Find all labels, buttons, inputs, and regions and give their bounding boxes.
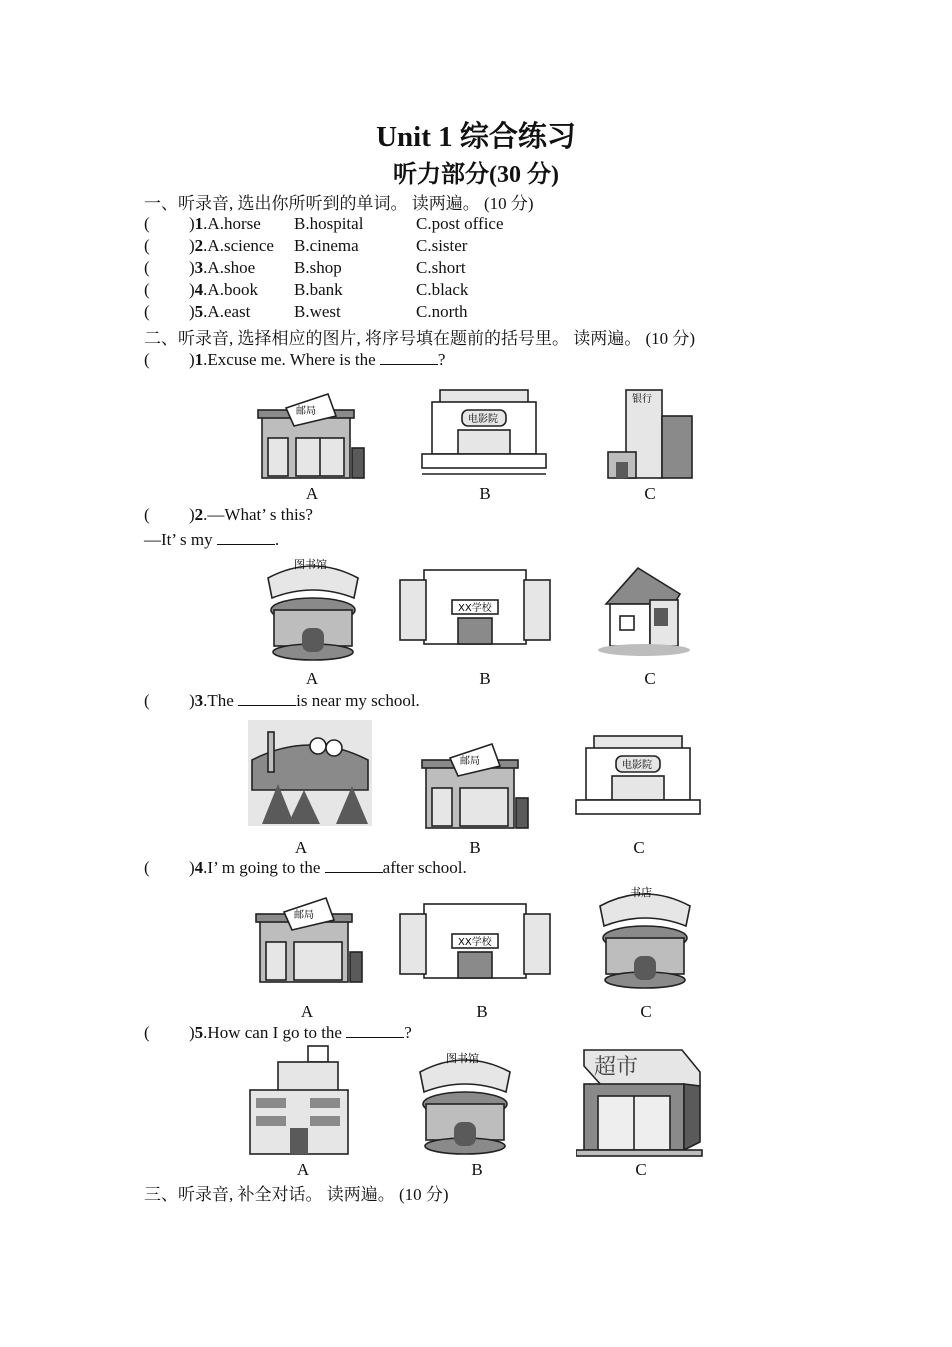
answer-blank[interactable] (238, 691, 296, 706)
sign-label: 邮局 (294, 910, 314, 921)
question-text: )4.I’ m going to the after school. (189, 858, 467, 877)
part3-heading: 三、听录音, 补全对话。 读两遍。 (10 分) (144, 1185, 449, 1204)
label-a: A (296, 1160, 310, 1179)
part2-heading: 二、听录音, 选择相应的图片, 将序号填在题前的括号里。 读两遍。 (10 分) (144, 329, 696, 348)
option-c: C.short (416, 258, 466, 277)
school-picture (398, 566, 552, 648)
label-b: B (476, 1002, 488, 1021)
answer-paren-open: ( (144, 350, 150, 369)
label-c: C (640, 1002, 652, 1021)
label-a: A (305, 669, 319, 688)
label-c: C (644, 484, 656, 503)
sign-label: 邮局 (296, 406, 316, 417)
option-c: C.post office (416, 214, 504, 233)
answer-paren-open: ( (144, 258, 150, 277)
library-picture (410, 1046, 520, 1158)
answer-paren-open: ( (144, 1023, 150, 1042)
sign-label: 邮局 (460, 756, 480, 767)
school-picture (398, 900, 552, 982)
answer-paren-open: ( (144, 302, 150, 321)
answer-blank[interactable] (217, 530, 275, 545)
answer-paren-open: ( (144, 858, 150, 877)
zoo-picture (248, 720, 372, 826)
question-text: )2.—What’ s this? (189, 505, 313, 524)
post-office-picture (254, 894, 366, 988)
question-text: )3.The is near my school. (189, 691, 420, 710)
label-b: B (469, 838, 481, 857)
label-a: A (294, 838, 308, 857)
answer-paren-close: )2.A.science (189, 236, 274, 255)
answer-blank[interactable] (325, 858, 383, 873)
option-b: B.west (294, 302, 341, 321)
sign-label: 银行 (632, 394, 652, 405)
answer-paren-open: ( (144, 505, 150, 524)
label-c: C (644, 669, 656, 688)
label-c: C (635, 1160, 647, 1179)
answer-paren-open: ( (144, 280, 150, 299)
page-title: Unit 1 综合练习 (376, 121, 576, 153)
option-b: B.cinema (294, 236, 359, 255)
option-b: B.shop (294, 258, 342, 277)
library-picture (258, 552, 368, 664)
answer-paren-open: ( (144, 691, 150, 710)
post-office-picture (256, 390, 368, 484)
house-picture (594, 560, 690, 656)
label-b: B (479, 484, 491, 503)
option-c: C.sister (416, 236, 468, 255)
label-a: A (300, 1002, 314, 1021)
sign-label: 超市 (594, 1055, 639, 1080)
sign-label: 图书馆 (446, 1052, 479, 1065)
hospital-picture (248, 1044, 350, 1158)
sign-label: 电影院 (468, 414, 498, 425)
supermarket-picture (576, 1046, 706, 1158)
option-b: B.bank (294, 280, 343, 299)
option-b: B.hospital (294, 214, 364, 233)
page-subtitle: 听力部分(30 分) (393, 162, 559, 188)
sign-label: 图书馆 (294, 558, 327, 571)
bookstore-picture (590, 880, 700, 992)
label-b: B (471, 1160, 483, 1179)
answer-paren-close: )3.A.shoe (189, 258, 256, 277)
answer-paren-close: )1.A.horse (189, 214, 261, 233)
label-c: C (633, 838, 645, 857)
option-c: C.black (416, 280, 469, 299)
question-text: )1.Excuse me. Where is the ? (189, 350, 446, 369)
bank-picture (604, 388, 696, 482)
question-text: —It’ s my . (144, 530, 280, 549)
part1-heading: 一、听录音, 选出你所听到的单词。 读两遍。 (10 分) (144, 194, 534, 213)
sign-label: 书店 (630, 886, 652, 899)
answer-paren-close: )4.A.book (189, 280, 258, 299)
sign-label: 电影院 (622, 760, 652, 771)
sign-label: XX学校 (458, 937, 492, 948)
answer-paren-open: ( (144, 236, 150, 255)
answer-blank[interactable] (346, 1023, 404, 1038)
sign-label: XX学校 (458, 603, 492, 614)
option-c: C.north (416, 302, 468, 321)
cinema-picture (418, 384, 550, 480)
post-office-picture (420, 740, 532, 832)
label-b: B (479, 669, 491, 688)
cinema-picture (572, 730, 704, 826)
question-text: )5.How can I go to the ? (189, 1023, 412, 1042)
answer-paren-close: )5.A.east (189, 302, 251, 321)
answer-blank[interactable] (380, 350, 438, 365)
answer-paren-open: ( (144, 214, 150, 233)
label-a: A (305, 484, 319, 503)
